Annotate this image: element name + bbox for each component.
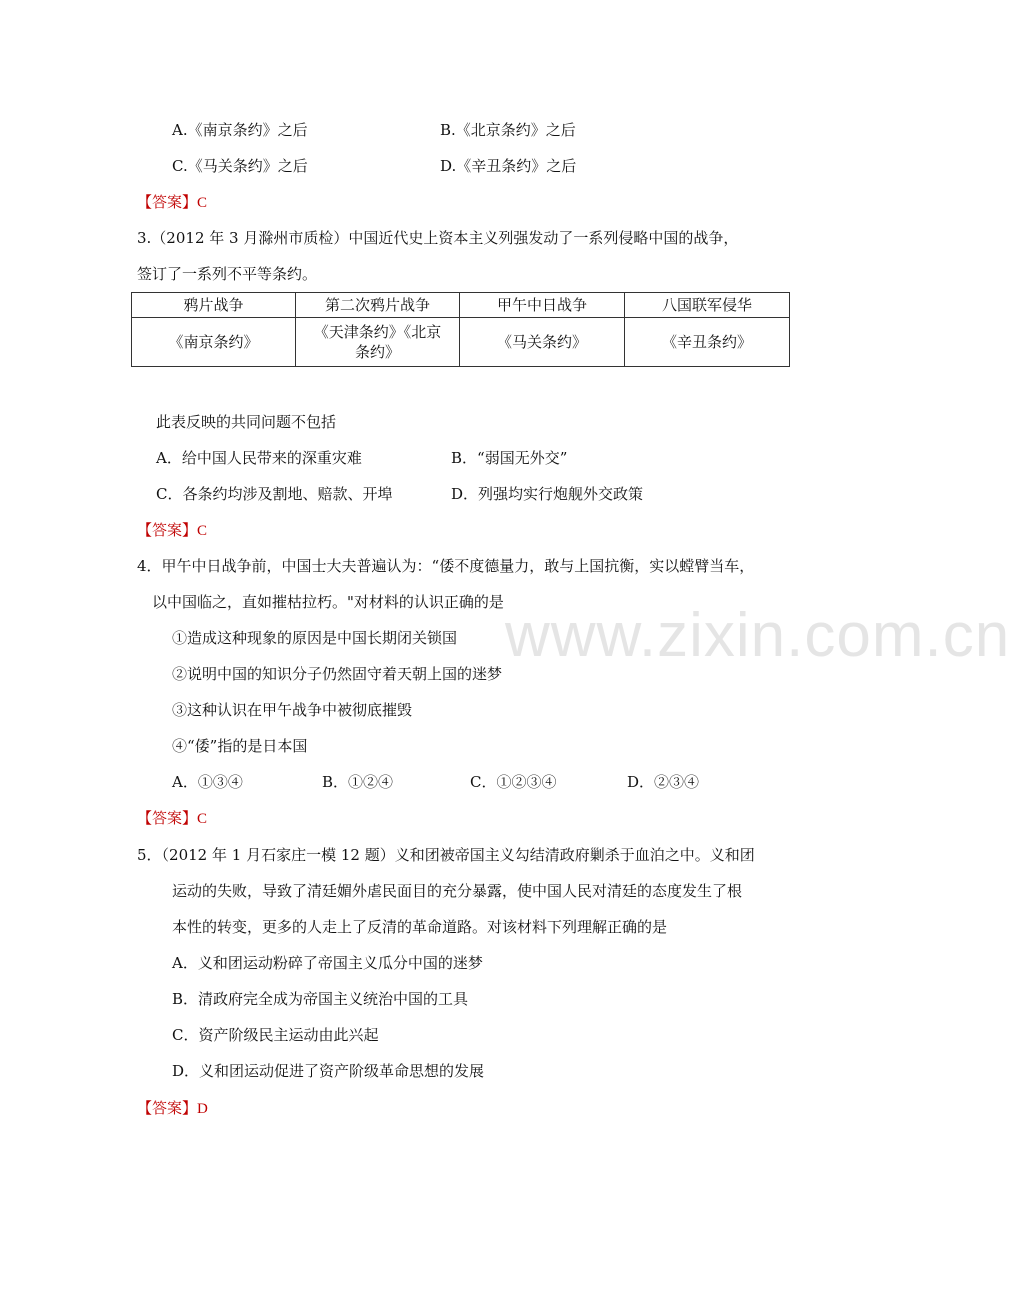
q3-option-b: B．“弱国无外交”: [451, 449, 568, 467]
q3-stem-line1: 3.（2012 年 3 月滁州市质检）中国近代史上资本主义列强发动了一系列侵略中国的战争，: [137, 229, 739, 247]
answer-label: 【答案】: [137, 193, 198, 211]
q5-option-c: C．资产阶级民主运动由此兴起: [172, 1026, 379, 1044]
q3-answer: [137, 520, 207, 541]
answer-label: 【答案】: [137, 1099, 198, 1117]
q5-stem-line3: 本性的转变，更多的人走上了反清的革命道路。对该材料下列理解正确的是: [172, 918, 668, 936]
table-cell-text: 《天津条约》《北京条约》: [313, 323, 442, 361]
q4-statement-3: ③这种认识在甲午战争中被彻底摧毁: [172, 701, 413, 719]
q4-stem-line1: 4．甲午中日战争前，中国士大夫普遍认为：“倭不度德量力，敢与上国抗衡，实以螳臂当车，: [137, 557, 755, 575]
q5-stem-line2: 运动的失败，导致了清廷媚外虐民面目的充分暴露，使中国人民对清廷的态度发生了根: [172, 882, 743, 900]
watermark: www.zixin.com.cn: [505, 601, 1010, 670]
q3-option-a: A．给中国人民带来的深重灾难: [156, 449, 362, 467]
treaty-table: [131, 292, 790, 367]
q4-statement-4: ④“倭”指的是日本国: [172, 737, 308, 755]
q4-answer: [137, 808, 207, 829]
q4-option-c: C．①②③④: [470, 773, 557, 791]
q2-option-b: B.《北京条约》之后: [440, 121, 576, 139]
q3-stem-line2: 签订了一系列不平等条约。: [137, 265, 318, 283]
table-header-cell: 第二次鸦片战争: [296, 293, 460, 318]
q4-stem-line2: 以中国临之，直如摧枯拉朽。"对材料的认识正确的是: [152, 593, 504, 611]
q4-statement-2: ②说明中国的知识分子仍然固守着天朝上国的迷梦: [172, 665, 503, 683]
q3-option-c: C．各条约均涉及割地、赔款、开埠: [156, 485, 393, 503]
q4-option-a: A．①③④: [172, 773, 243, 791]
table-header-cell: 鸦片战争: [132, 293, 296, 318]
q4-statement-1: ①造成这种现象的原因是中国长期闭关锁国: [172, 629, 458, 647]
q3-question: 此表反映的共同问题不包括: [156, 413, 337, 431]
q5-option-b: B．清政府完全成为帝国主义统治中国的工具: [172, 990, 469, 1008]
q5-answer: [137, 1098, 208, 1119]
q5-option-a: A．义和团运动粉碎了帝国主义瓜分中国的迷梦: [172, 954, 483, 972]
q4-option-b: B．①②④: [322, 773, 394, 791]
answer-value: D: [197, 1101, 208, 1117]
table-header-cell: 甲午中日战争: [460, 293, 625, 318]
q4-option-d: D．②③④: [627, 773, 700, 791]
q2-option-d: D.《辛丑条约》之后: [440, 157, 577, 175]
q3-option-d: D．列强均实行炮舰外交政策: [451, 485, 644, 503]
q2-option-c: C.《马关条约》之后: [172, 157, 308, 175]
q2-option-a: A.《南京条约》之后: [172, 121, 308, 139]
table-cell: [296, 318, 460, 367]
q5-stem-line1: 5．（2012 年 1 月石家庄一模 12 题）义和团被帝国主义勾结清政府剿杀于血泊之中。义和团: [137, 846, 755, 864]
answer-value: C: [197, 523, 208, 539]
answer-label: 【答案】: [137, 809, 198, 827]
answer-label: 【答案】: [137, 521, 198, 539]
q2-answer: [137, 192, 207, 213]
table-cell: 《马关条约》: [460, 318, 625, 367]
table-header-cell: 八国联军侵华: [625, 293, 790, 318]
table-cell: 《南京条约》: [132, 318, 296, 367]
q5-option-d: D．义和团运动促进了资产阶级革命思想的发展: [172, 1062, 485, 1080]
answer-value: C: [197, 195, 208, 211]
answer-value: C: [197, 811, 208, 827]
table-cell: 《辛丑条约》: [625, 318, 790, 367]
